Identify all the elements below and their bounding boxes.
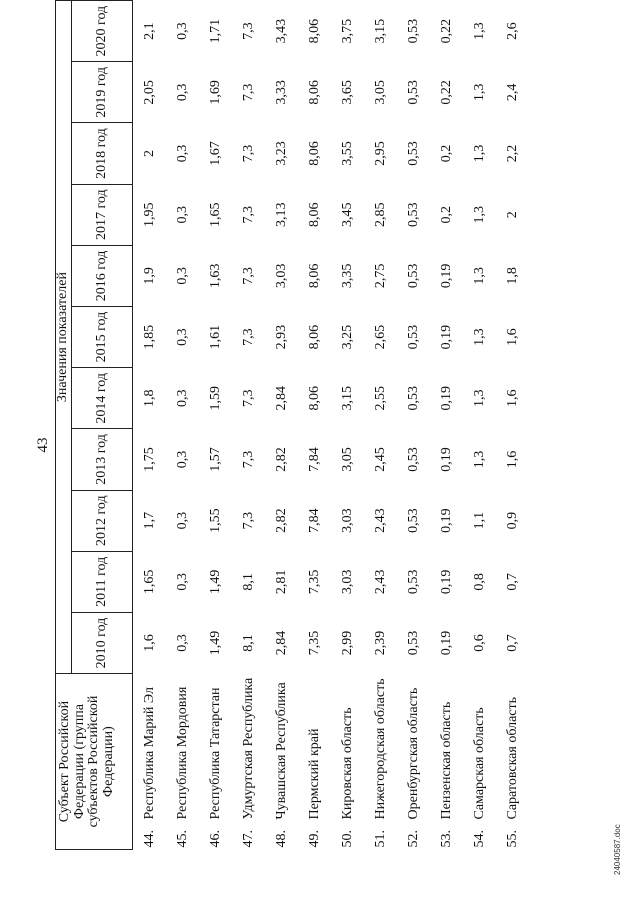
value-cell: 0,3 [174, 205, 190, 224]
value-cell: 8,06 [306, 202, 322, 227]
value-cell: 2,99 [339, 630, 355, 656]
value-cell: 0,53 [405, 630, 421, 656]
value-cell: 1,75 [141, 447, 157, 472]
row-number: 47. [240, 830, 256, 848]
region-cell [298, 674, 331, 850]
value-cell: 2,55 [372, 386, 388, 411]
value-cell: 0,6 [471, 634, 487, 652]
value-cell: 2,4 [504, 83, 520, 102]
value-cell: 7,3 [240, 267, 256, 285]
table-row [397, 1, 430, 850]
region-cell [397, 674, 430, 850]
row-number: 44. [141, 830, 157, 848]
value-cell: 2,1 [141, 22, 157, 40]
value-cell: 0,53 [405, 508, 421, 533]
region-cell [331, 674, 364, 850]
value-cell: 7,3 [240, 511, 256, 530]
value-cell: 0,3 [174, 22, 190, 40]
value-cell: 1,6 [504, 389, 520, 408]
year-column-header: 2012 год [72, 490, 133, 551]
table-row [298, 1, 331, 850]
value-cell: 0,3 [174, 144, 190, 163]
table-row [166, 1, 199, 850]
region-name: Пензенская область [438, 701, 454, 820]
value-cell: 8,06 [306, 324, 322, 350]
value-cell: 0,53 [405, 569, 421, 595]
value-cell: 7,3 [240, 144, 256, 163]
value-cell: 7,35 [306, 569, 322, 595]
value-cell: 1,67 [207, 141, 223, 166]
value-cell: 8,1 [240, 573, 256, 591]
value-cell: 0,53 [405, 202, 421, 227]
value-cell: 0,22 [438, 80, 454, 105]
year-column-header: 2013 год [72, 429, 133, 490]
value-cell: 0,19 [438, 508, 454, 533]
value-cell: 3,15 [372, 18, 388, 44]
row-number: 55. [504, 830, 520, 848]
table-row [232, 1, 265, 850]
value-cell: 1,3 [471, 22, 487, 40]
value-cell: 3,55 [339, 141, 355, 166]
value-cell: 1,7 [141, 511, 157, 530]
value-cell: 7,3 [240, 389, 256, 408]
value-cell: 0,3 [174, 634, 190, 652]
table-row [364, 1, 397, 850]
value-cell: 2,95 [372, 141, 388, 166]
value-cell: 0,19 [438, 263, 454, 289]
value-cell: 0,3 [174, 573, 190, 591]
value-cell: 2,43 [372, 508, 388, 533]
value-cell: 7,3 [240, 205, 256, 224]
value-cell: 1,55 [207, 508, 223, 533]
value-cell: 1,6 [504, 450, 520, 469]
region-cell [232, 674, 265, 850]
value-cell: 1,3 [471, 450, 487, 469]
value-cell: 1,6 [504, 328, 520, 346]
value-cell: 1,3 [471, 83, 487, 102]
value-cell: 7,84 [306, 447, 322, 472]
value-cell: 7,3 [240, 22, 256, 40]
value-cell: 2,39 [372, 630, 388, 656]
value-cell: 2,05 [141, 80, 157, 105]
value-cell: 8,06 [306, 386, 322, 411]
value-cell: 2 [504, 211, 520, 219]
table-row [199, 1, 232, 850]
value-cell: 2,85 [372, 202, 388, 227]
value-cell: 2,75 [372, 263, 388, 289]
region-name: Республика Марий Эл [141, 687, 157, 820]
value-cell: 1,65 [207, 202, 223, 227]
value-cell: 3,03 [273, 263, 289, 289]
value-cell: 1,1 [471, 511, 487, 530]
value-cell: 0,8 [471, 573, 487, 591]
value-cell: 1,71 [207, 18, 223, 44]
value-cell: 8,06 [306, 263, 322, 289]
value-cell: 3,35 [339, 263, 355, 289]
region-cell [463, 674, 496, 850]
value-cell: 3,75 [339, 18, 355, 44]
page-number: 43 [35, 437, 51, 453]
value-cell: 8,06 [306, 18, 322, 44]
value-cell: 1,3 [471, 389, 487, 408]
value-cell: 0,53 [405, 386, 421, 411]
value-cell: 0,7 [504, 634, 520, 652]
row-number: 49. [306, 830, 322, 848]
table-row [331, 1, 364, 850]
value-cell: 1,6 [141, 634, 157, 652]
region-name: Саратовская область [504, 696, 520, 820]
value-cell: 0,3 [174, 328, 190, 346]
value-cell: 0,3 [174, 450, 190, 469]
region-name: Республика Татарстан [207, 687, 223, 820]
year-column-header: 2016 год [72, 245, 133, 306]
value-cell: 3,03 [339, 508, 355, 533]
value-cell: 2,82 [273, 508, 289, 533]
table-row [133, 1, 167, 850]
row-number: 48. [273, 830, 289, 848]
value-cell: 1,69 [207, 80, 223, 105]
region-name: Республика Мордовия [174, 686, 190, 820]
value-cell: 8,06 [306, 141, 322, 166]
row-number: 53. [438, 830, 454, 848]
value-cell: 3,65 [339, 80, 355, 105]
value-cell: 2,43 [372, 569, 388, 595]
value-cell: 1,9 [141, 267, 157, 285]
region-cell [430, 674, 463, 850]
value-cell: 3,23 [273, 141, 289, 166]
value-cell: 2,6 [504, 22, 520, 40]
value-cell: 1,49 [207, 569, 223, 595]
value-cell: 3,45 [339, 202, 355, 227]
value-cell: 0,53 [405, 80, 421, 105]
value-cell: 0,53 [405, 141, 421, 166]
row-number: 45. [174, 830, 190, 848]
value-cell: 2,82 [273, 447, 289, 472]
value-cell: 2,81 [273, 569, 289, 595]
value-cell: 7,35 [306, 630, 322, 656]
value-cell: 0,7 [504, 573, 520, 591]
document-id: 24040587.doc [613, 824, 622, 875]
row-number: 54. [471, 830, 487, 848]
region-name: Пермский край [306, 728, 322, 820]
table-row [496, 1, 529, 850]
year-column-header: 2011 год [72, 551, 133, 612]
value-cell: 0,53 [405, 18, 421, 44]
value-cell: 1,95 [141, 202, 157, 227]
value-cell: 7,3 [240, 450, 256, 469]
value-cell: 1,65 [141, 569, 157, 595]
value-cell: 8,06 [306, 80, 322, 105]
region-name: Кировская область [339, 707, 355, 820]
value-cell: 0,19 [438, 386, 454, 411]
value-cell: 3,33 [273, 80, 289, 105]
indicator-table [55, 0, 529, 850]
value-cell: 1,8 [504, 267, 520, 285]
value-cell: 0,53 [405, 324, 421, 350]
value-cell: 2,2 [504, 144, 520, 163]
value-cell: 0,3 [174, 267, 190, 285]
year-column-header: 2015 год [72, 307, 133, 368]
value-cell: 0,19 [438, 447, 454, 472]
value-cell: 3,05 [372, 80, 388, 105]
value-cell: 2,45 [372, 447, 388, 472]
value-cell: 8,1 [240, 634, 256, 652]
value-cell: 0,22 [438, 18, 454, 44]
year-column-header: 2019 год [72, 62, 133, 123]
region-name: Самарская область [471, 707, 487, 820]
row-number: 52. [405, 830, 421, 848]
value-cell: 1,8 [141, 389, 157, 408]
year-column-header: 2010 год [72, 612, 133, 673]
region-cell [133, 674, 167, 850]
value-cell: 0,9 [504, 511, 520, 530]
year-column-header: 2018 год [72, 123, 133, 184]
value-cell: 3,03 [339, 569, 355, 595]
value-cell: 7,3 [240, 328, 256, 346]
value-cell: 7,84 [306, 508, 322, 533]
value-cell: 1,49 [207, 630, 223, 656]
row-number: 46. [207, 830, 223, 848]
value-cell: 1,3 [471, 328, 487, 346]
value-cell: 2,65 [372, 324, 388, 350]
value-cell: 0,3 [174, 83, 190, 102]
value-cell: 1,85 [141, 324, 157, 350]
value-cell: 3,25 [339, 324, 355, 350]
region-name: Оренбургская область [405, 687, 421, 820]
value-cell: 0,3 [174, 511, 190, 530]
year-column-header: 2014 год [72, 368, 133, 429]
row-number: 51. [372, 830, 388, 848]
region-name: Нижегородская область [372, 678, 388, 820]
value-cell: 3,13 [273, 202, 289, 227]
region-cell [265, 674, 298, 850]
value-cell: 7,3 [240, 83, 256, 102]
value-cell: 1,57 [207, 447, 223, 472]
value-cell: 1,63 [207, 263, 223, 289]
region-cell [364, 674, 397, 850]
value-cell: 1,59 [207, 386, 223, 411]
table-row [463, 1, 496, 850]
region-name: Удмуртская Республика [240, 677, 256, 820]
value-cell: 2,93 [273, 324, 289, 350]
region-cell [166, 674, 199, 850]
year-column-header: 2017 год [72, 184, 133, 245]
values-group-header: Значения показателей [56, 1, 72, 674]
value-cell: 1,3 [471, 267, 487, 285]
value-cell: 2 [141, 150, 157, 158]
value-cell: 1,3 [471, 144, 487, 163]
value-cell: 0,19 [438, 630, 454, 656]
value-cell: 3,43 [273, 18, 289, 44]
value-cell: 0,53 [405, 263, 421, 289]
value-cell: 0,2 [438, 205, 454, 224]
region-cell [496, 674, 529, 850]
table-row [430, 1, 463, 850]
region-name: Чувашская Республика [273, 682, 289, 820]
value-cell: 0,19 [438, 569, 454, 595]
subject-column-header: Субъект Российской Федерации (группа субъектов Российской Федерации) [56, 674, 133, 850]
row-number: 50. [339, 830, 355, 848]
value-cell: 1,61 [207, 324, 223, 350]
table-row [265, 1, 298, 850]
value-cell: 2,84 [273, 630, 289, 656]
value-cell: 0,19 [438, 324, 454, 350]
value-cell: 1,3 [471, 205, 487, 224]
value-cell: 2,84 [273, 386, 289, 411]
value-cell: 0,3 [174, 389, 190, 408]
value-cell: 3,15 [339, 386, 355, 411]
value-cell: 3,05 [339, 447, 355, 472]
region-cell [199, 674, 232, 850]
value-cell: 0,53 [405, 447, 421, 472]
value-cell: 0,2 [438, 144, 454, 163]
year-column-header: 2020 год [72, 1, 133, 62]
